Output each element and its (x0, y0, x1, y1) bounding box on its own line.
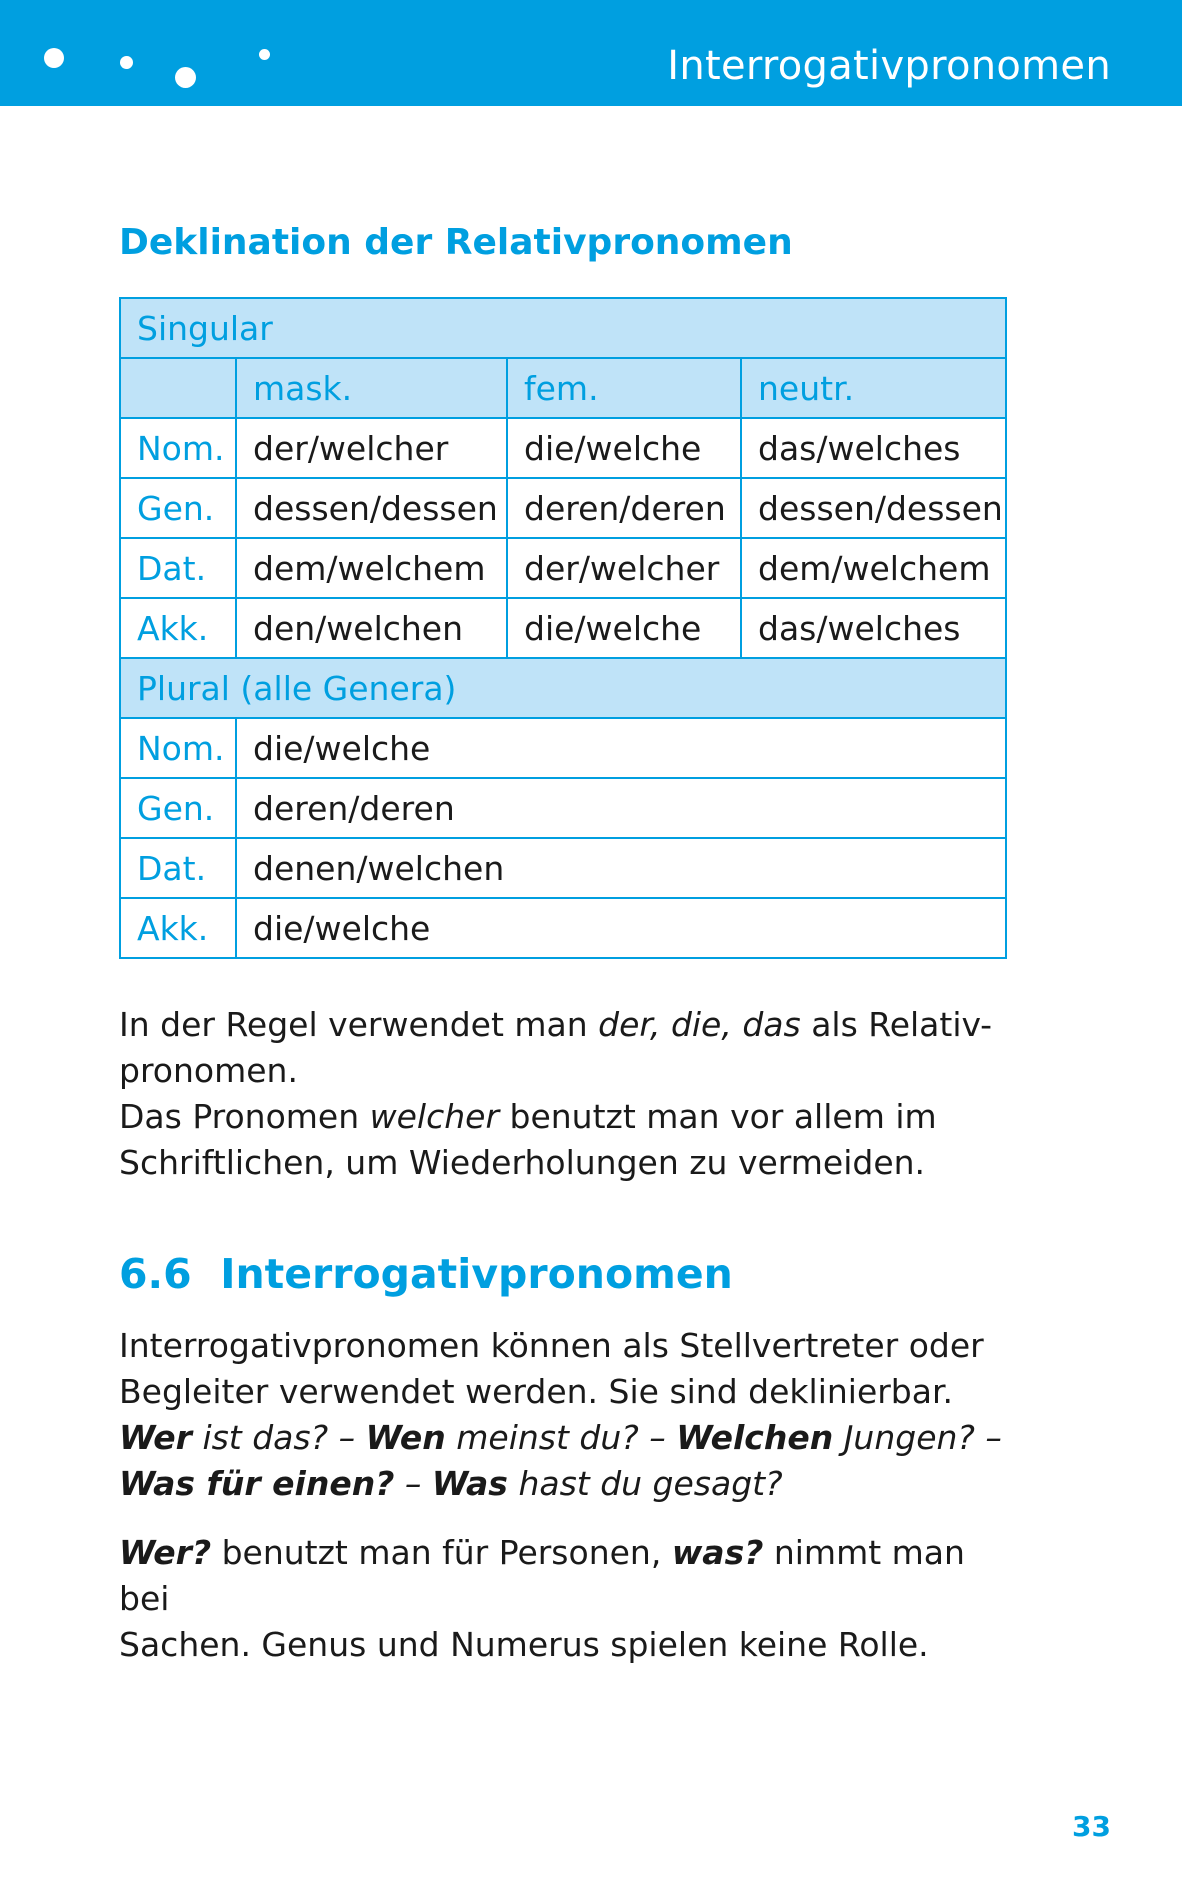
table-row (120, 718, 1006, 778)
text: In der Regel verwendet man (119, 1005, 599, 1044)
decorative-dot (44, 48, 64, 68)
subheading: Deklination der Relativpronomen (119, 222, 793, 263)
text: pronomen. (119, 1051, 298, 1090)
example-bold: Welchen (676, 1418, 834, 1457)
text: Interrogativpronomen können als Stellvertreter oder (119, 1326, 984, 1365)
example-italic: meinst du? – (445, 1418, 677, 1457)
singular-label: Singular (120, 298, 1006, 358)
decorative-dot (120, 56, 133, 69)
table-row (120, 598, 1006, 658)
section-heading (119, 1250, 733, 1298)
cell: der/welcher (236, 418, 507, 478)
cell: denen/welchen (236, 838, 1006, 898)
column-header: fem. (507, 358, 741, 418)
declension-table (119, 297, 1007, 959)
text: als Relativ- (800, 1005, 993, 1044)
table-row (120, 478, 1006, 538)
cell: das/welches (741, 598, 1006, 658)
example-italic: hast du gesagt? (507, 1464, 783, 1503)
example-italic: Jungen? – (833, 1418, 1002, 1457)
cell: die/welche (507, 598, 741, 658)
case-label: Akk. (120, 598, 236, 658)
cell: dem/welchem (236, 538, 507, 598)
text: benutzt man vor allem im (499, 1097, 937, 1136)
case-label: Akk. (120, 898, 236, 958)
page-number: 33 (1072, 1810, 1111, 1843)
case-label: Gen. (120, 478, 236, 538)
cell: die/welche (236, 898, 1006, 958)
cell: der/welcher (507, 538, 741, 598)
case-label: Gen. (120, 778, 236, 838)
cell: den/welchen (236, 598, 507, 658)
example-bold: Was für einen? (119, 1464, 395, 1503)
table-row (120, 418, 1006, 478)
example-italic: ist das? – (191, 1418, 366, 1457)
cell: dessen/dessen (741, 478, 1006, 538)
bold-italic-text: was? (671, 1533, 764, 1572)
example-italic: – (394, 1464, 432, 1503)
section-number: 6.6 (119, 1250, 192, 1298)
cell: dem/welchem (741, 538, 1006, 598)
text: Schriftlichen, um Wiederholungen zu vermeiden. (119, 1143, 926, 1182)
column-header: neutr. (741, 358, 1006, 418)
italic-text: welcher (369, 1097, 500, 1136)
cell: dessen/dessen (236, 478, 507, 538)
bold-italic-text: Wer? (119, 1533, 212, 1572)
decorative-dot (259, 49, 270, 60)
example-bold: Was (431, 1464, 508, 1503)
text: Das Pronomen (119, 1097, 370, 1136)
table-row (120, 838, 1006, 898)
cell: deren/deren (507, 478, 741, 538)
section-title: Interrogativpronomen (220, 1250, 733, 1298)
running-header-title: Interrogativpronomen (667, 43, 1111, 89)
table-row (120, 538, 1006, 598)
cell: deren/deren (236, 778, 1006, 838)
case-label: Nom. (120, 718, 236, 778)
page-header (0, 0, 1182, 106)
usage-paragraph (119, 1530, 1019, 1668)
case-label: Dat. (120, 838, 236, 898)
cell: die/welche (236, 718, 1006, 778)
example-bold: Wer (119, 1418, 192, 1457)
text: Begleiter verwendet werden. Sie sind deklinierbar. (119, 1372, 954, 1411)
table-row (120, 898, 1006, 958)
text: benutzt man für Personen, (211, 1533, 672, 1572)
plural-label: Plural (alle Genera) (120, 658, 1006, 718)
usage-note (119, 1002, 1019, 1186)
case-label: Dat. (120, 538, 236, 598)
text: nimmt man bei (119, 1533, 965, 1618)
text: Sachen. Genus und Numerus spielen keine Rolle. (119, 1625, 929, 1664)
italic-text: der, die, das (598, 1005, 801, 1044)
decorative-dot (175, 67, 196, 88)
column-header-empty (120, 358, 236, 418)
cell: das/welches (741, 418, 1006, 478)
case-label: Nom. (120, 418, 236, 478)
cell: die/welche (507, 418, 741, 478)
table-row (120, 778, 1006, 838)
example-bold: Wen (365, 1418, 446, 1457)
column-header: mask. (236, 358, 507, 418)
intro-paragraph (119, 1323, 1019, 1507)
